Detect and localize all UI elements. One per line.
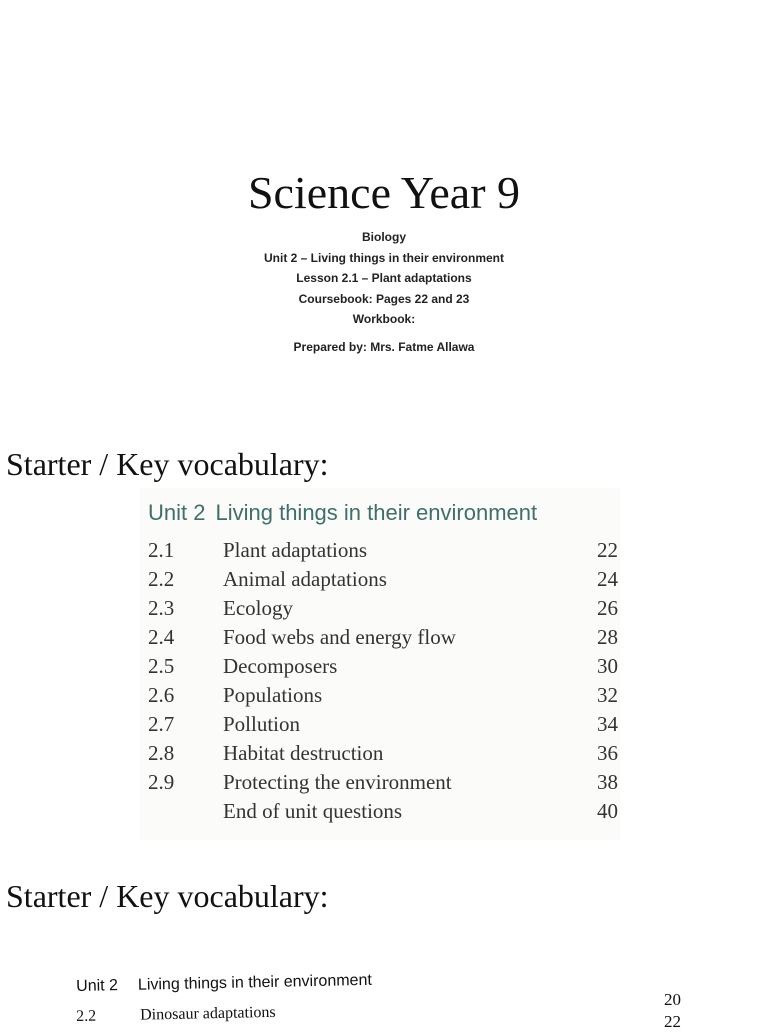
toc-row-title: Populations xyxy=(223,683,323,707)
toc-row-page: 28 xyxy=(597,625,618,649)
toc2-page: 20 xyxy=(664,990,681,1009)
lesson-meta xyxy=(0,227,768,330)
toc-row xyxy=(148,712,620,741)
workbook-line: Workbook: xyxy=(352,312,416,326)
toc-row xyxy=(148,567,620,596)
toc-row-title: Decomposers xyxy=(223,654,338,678)
toc-row-num: 2.8 xyxy=(148,741,175,765)
toc-row-num: 2.3 xyxy=(148,596,175,620)
toc-row-title: Pollution xyxy=(223,712,301,736)
toc-row-page: 32 xyxy=(597,683,618,707)
toc-row xyxy=(148,596,620,625)
toc-row-title: End of unit questions xyxy=(223,799,403,823)
toc-row-num: 2.7 xyxy=(148,712,175,736)
toc-row xyxy=(148,654,620,683)
toc-row-num: 2.6 xyxy=(148,683,175,707)
toc-row-page: 36 xyxy=(597,741,618,765)
toc-row-num: 2.2 xyxy=(148,567,175,591)
toc2-unit-label: Unit 2 xyxy=(76,977,119,995)
subject-line: Biology xyxy=(362,230,406,244)
toc-row-num: 2.1 xyxy=(148,538,175,562)
toc-row xyxy=(148,799,620,828)
toc-header xyxy=(148,500,537,526)
section-heading-2: Starter / Key vocabulary: xyxy=(6,878,329,914)
toc-row-num: 2.4 xyxy=(148,625,175,649)
toc-row-num: 2.9 xyxy=(148,770,175,794)
toc2-row-title: Dinosaur adaptations xyxy=(139,1003,276,1024)
toc-row-page: 30 xyxy=(597,654,618,678)
unit-line: Unit 2 – Living things in their environment xyxy=(263,250,505,265)
toc-row-title: Protecting the environment xyxy=(223,770,452,794)
toc-row-page: 34 xyxy=(597,712,618,736)
toc-row-num: 2.5 xyxy=(148,654,175,678)
toc-row xyxy=(148,683,620,712)
toc2-row-num: 2.2 xyxy=(76,1007,97,1025)
toc-row-page: 22 xyxy=(597,538,618,562)
title-block xyxy=(0,165,768,354)
toc-unit-title: Living things in their environment xyxy=(215,500,538,525)
prepared-by: Prepared by: Mrs. Fatme Allawa xyxy=(293,339,475,354)
toc-row-title: Ecology xyxy=(223,596,293,620)
toc2-unit-title: Living things in their environment xyxy=(137,971,372,994)
section-heading-1: Starter / Key vocabulary: xyxy=(6,446,329,482)
toc-row-title: Food webs and energy flow xyxy=(223,625,456,649)
toc2-row xyxy=(76,1004,276,1026)
toc2-header xyxy=(76,972,372,996)
toc-row xyxy=(148,741,620,770)
coursebook-line: Coursebook: Pages 22 and 23 xyxy=(298,291,470,306)
toc-row-page: 26 xyxy=(597,596,618,620)
toc-row-page: 38 xyxy=(597,770,618,794)
toc-row-title: Animal adaptations xyxy=(223,567,387,591)
page-title: Science Year 9 xyxy=(247,167,521,218)
toc-table xyxy=(140,488,620,840)
toc-row-page: 24 xyxy=(597,567,618,591)
toc-row xyxy=(148,770,620,799)
toc-row-page: 40 xyxy=(597,799,618,823)
toc2-page: 22 xyxy=(664,1012,681,1031)
toc-row-title: Habitat destruction xyxy=(223,741,384,765)
toc-row-title: Plant adaptations xyxy=(223,538,368,562)
toc-row xyxy=(148,538,620,567)
toc-unit-label: Unit 2 xyxy=(148,500,206,525)
lesson-line: Lesson 2.1 – Plant adaptations xyxy=(296,271,472,285)
toc-row xyxy=(148,625,620,654)
